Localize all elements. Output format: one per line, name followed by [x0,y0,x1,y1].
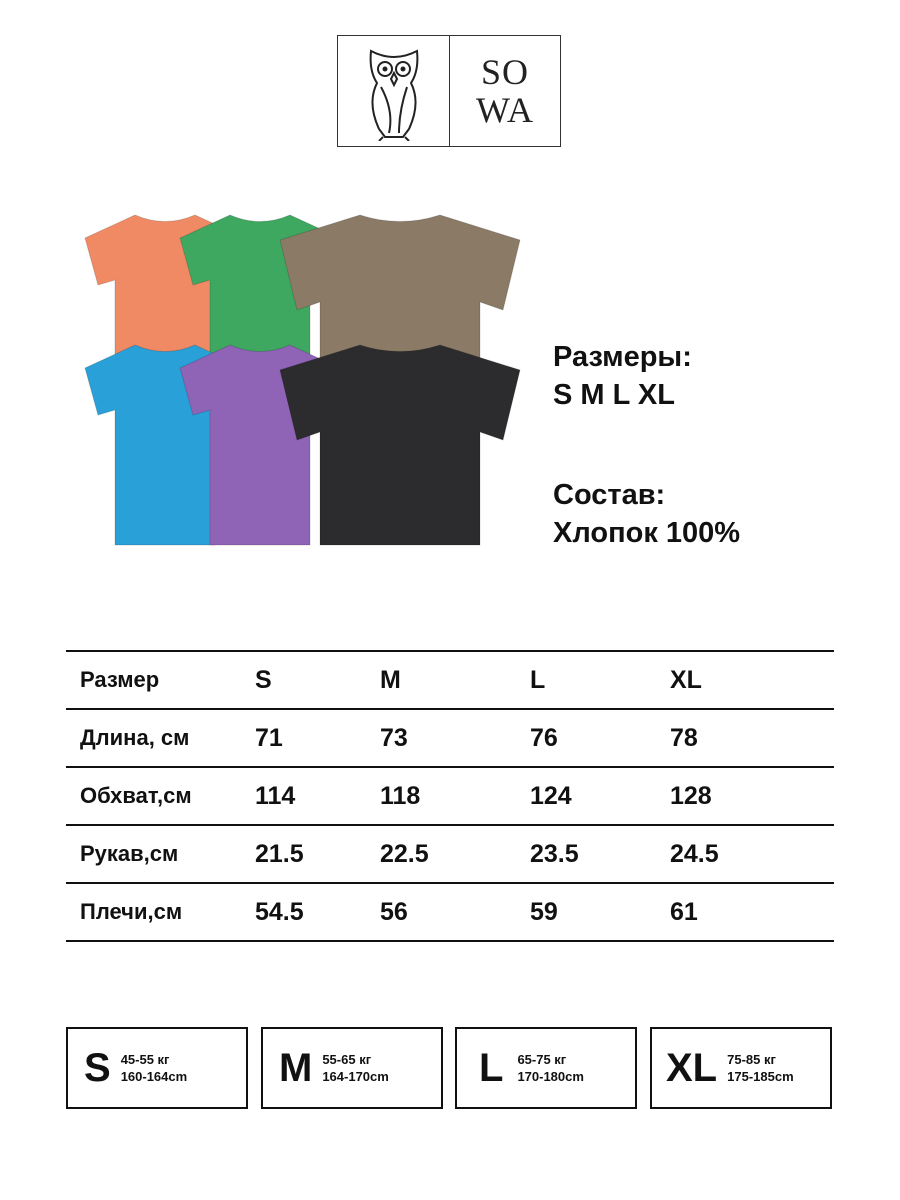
table-header-cell: M [380,651,530,709]
brand-line-1: SO [480,52,530,92]
composition-label: Состав: [553,479,666,511]
table-cell: Плечи,см [66,883,250,941]
table-header-cell: XL [670,651,834,709]
sizes-value: S M L XL [553,379,675,411]
table-cell: 78 [670,709,834,767]
size-card-m [261,1027,443,1109]
table-cell: 24.5 [670,825,834,883]
brand-wordmark [450,36,560,146]
size-card-weight: 65-75 кг [517,1052,567,1067]
table-cell: 56 [380,883,530,941]
table-cell: 23.5 [530,825,670,883]
table-header-cell: S [250,651,380,709]
owl-emblem [338,36,450,146]
size-card-letter: XL [666,1045,718,1090]
table-cell: 114 [250,767,380,825]
size-card-weight: 75-85 кг [727,1052,776,1067]
size-card-weight: 55-65 кг [322,1052,372,1067]
size-guide-cards [66,1027,834,1109]
size-chart-table [66,650,834,942]
table-row [66,883,834,941]
table-cell: Длина, см [66,709,250,767]
table-cell: 59 [530,883,670,941]
table-cell: 118 [380,767,530,825]
product-info [553,338,740,614]
size-card-xl [650,1027,832,1109]
table-cell: 124 [530,767,670,825]
table-cell: Обхват,см [66,767,250,825]
table-row [66,825,834,883]
table-cell: 54.5 [250,883,380,941]
table-cell: 61 [670,883,834,941]
table-header-row [66,651,834,709]
size-card-s [66,1027,248,1109]
size-card-height: 175-185cm [727,1069,794,1084]
size-card-letter: S [84,1045,111,1090]
size-card-height: 160-164cm [120,1069,188,1084]
size-card-height: 170-180cm [517,1069,584,1084]
size-card-l [455,1027,637,1109]
table-cell: 128 [670,767,834,825]
table-cell: 73 [380,709,530,767]
sizes-label: Размеры: [553,341,692,373]
tshirt-black [275,340,525,550]
table-cell: 21.5 [250,825,380,883]
brand-line-2: WA [476,90,534,130]
composition-value: Хлопок 100% [553,517,741,549]
table-header-cell: L [530,651,670,709]
tshirt-colors-image [70,205,530,550]
size-card-height: 164-170cm [322,1069,389,1084]
size-card-letter: M [279,1045,313,1090]
table-row [66,767,834,825]
table-cell: 71 [250,709,380,767]
size-card-weight: 45-55 кг [120,1052,170,1067]
table-cell: 22.5 [380,825,530,883]
owl-icon [359,41,429,141]
table-header-cell: Размер [66,651,250,709]
brand-logo [337,35,561,147]
table-cell: 76 [530,709,670,767]
table-row [66,709,834,767]
size-card-letter: L [479,1045,504,1090]
table-cell: Рукав,см [66,825,250,883]
